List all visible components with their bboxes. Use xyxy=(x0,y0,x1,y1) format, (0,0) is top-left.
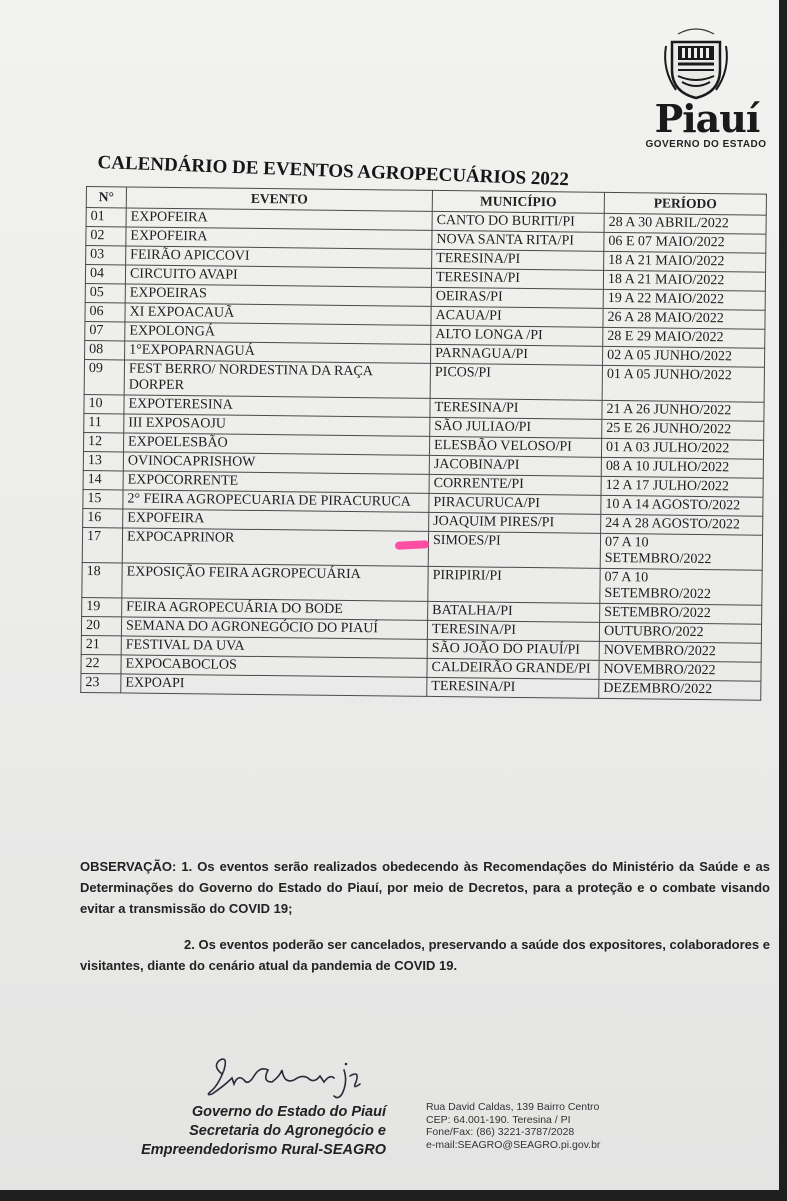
government-logo xyxy=(634,26,779,154)
event-name: EXPOCORRENTE xyxy=(123,471,429,493)
event-name: EXPOSIÇÃO FEIRA AGROPECUÁRIA xyxy=(122,563,428,601)
event-period: 24 A 28 AGOSTO/2022 xyxy=(601,514,763,535)
column-header-number: N° xyxy=(86,187,126,208)
event-municipality: OEIRAS/PI xyxy=(431,287,603,308)
event-name: FEIRÃO APICCOVI xyxy=(126,246,432,268)
event-period: 12 A 17 JULHO/2022 xyxy=(601,476,763,497)
event-name: 1°EXPOPARNAGUÁ xyxy=(125,341,431,363)
event-municipality: PICOS/PI xyxy=(430,363,602,400)
event-municipality: BATALHA/PI xyxy=(428,601,600,622)
event-number: 19 xyxy=(82,597,122,616)
event-period: 10 A 14 AGOSTO/2022 xyxy=(601,495,763,516)
event-name: FEIRA AGROPECUÁRIA DO BODE xyxy=(122,598,428,620)
event-municipality: ACAUA/PI xyxy=(431,306,603,327)
event-period: 08 A 10 JULHO/2022 xyxy=(601,457,763,478)
event-period: 06 E 07 MAIO/2022 xyxy=(604,232,766,253)
observation-note-1: OBSERVAÇÃO: 1. Os eventos serão realizados obedecendo às Recomendações do Ministério da Saúde e as Determinações do Governo do Estado do Piauí, por meio de Decretos, para a proteção e o combate visando evitar a transmissão do COVID 19; xyxy=(80,859,770,916)
event-period: 07 A 10 SETEMBRO/2022 xyxy=(600,568,762,605)
event-period: 18 A 21 MAIO/2022 xyxy=(604,251,766,272)
event-municipality: JOAQUIM PIRES/PI xyxy=(429,512,601,533)
event-number: 08 xyxy=(85,340,125,359)
event-period: OUTUBRO/2022 xyxy=(599,622,761,643)
event-name: EXPOFEIRA xyxy=(126,208,432,230)
event-period: 01 A 03 JULHO/2022 xyxy=(601,438,763,459)
event-period: 25 E 26 JUNHO/2022 xyxy=(602,419,764,440)
event-period: 01 A 05 JUNHO/2022 xyxy=(602,365,764,402)
column-header-municipality: MUNICÍPIO xyxy=(432,190,604,213)
event-number: 01 xyxy=(86,208,126,227)
event-period: DEZEMBRO/2022 xyxy=(599,679,761,700)
event-number: 11 xyxy=(84,413,124,432)
event-municipality: SIMOES/PI xyxy=(428,531,600,568)
event-number: 12 xyxy=(83,432,123,451)
address-line-3: Fone/Fax: (86) 3221-3787/2028 xyxy=(426,1126,575,1138)
event-municipality: TERESINA/PI xyxy=(427,677,599,698)
event-name: OVINOCAPRISHOW xyxy=(123,452,429,474)
event-number: 05 xyxy=(85,283,125,302)
event-period: 18 A 21 MAIO/2022 xyxy=(603,270,765,291)
event-name: EXPOEIRAS xyxy=(125,284,431,306)
observation-note-2-wrapper xyxy=(80,934,770,976)
event-period: NOVEMBRO/2022 xyxy=(599,641,761,662)
event-municipality: SÃO JULIAO/PI xyxy=(430,417,602,438)
handwritten-signature xyxy=(204,1052,364,1102)
event-name: FESTIVAL DA UVA xyxy=(121,636,427,658)
event-municipality: CANTO DO BURITI/PI xyxy=(432,211,604,232)
event-period: 19 A 22 MAIO/2022 xyxy=(603,289,765,310)
page-title: CALENDÁRIO DE EVENTOS AGROPECUÁRIOS 2022 xyxy=(97,152,570,191)
event-number: 20 xyxy=(81,616,121,635)
event-municipality: SÃO JOÃO DO PIAUÍ/PI xyxy=(427,639,599,660)
state-name: Piauí xyxy=(654,96,760,141)
event-period: NOVEMBRO/2022 xyxy=(599,660,761,681)
events-table xyxy=(80,186,767,701)
event-period: 28 A 30 ABRIL/2022 xyxy=(604,213,766,234)
event-municipality: CALDEIRÃO GRANDE/PI xyxy=(427,658,599,679)
column-header-event: EVENTO xyxy=(126,187,432,211)
event-number: 10 xyxy=(84,394,124,413)
event-municipality: CORRENTE/PI xyxy=(429,474,601,495)
event-name: III EXPOSAOJU xyxy=(124,414,430,436)
event-name: 2° FEIRA AGROPECUARIA DE PIRACURUCA xyxy=(123,490,429,512)
event-municipality: TERESINA/PI xyxy=(427,620,599,641)
event-period: 28 E 29 MAIO/2022 xyxy=(603,327,765,348)
event-number: 09 xyxy=(84,359,124,394)
event-number: 22 xyxy=(81,654,121,673)
event-period: SETEMBRO/2022 xyxy=(600,603,762,624)
event-municipality: PIRIPIRI/PI xyxy=(428,566,600,603)
event-name: XI EXPOACAUÃ xyxy=(125,303,431,325)
org-line-2: Secretaria do Agronegócio e xyxy=(189,1123,386,1139)
event-name: EXPOLONGÁ xyxy=(125,322,431,344)
event-period: 21 A 26 JUNHO/2022 xyxy=(602,400,764,421)
event-period: 26 A 28 MAIO/2022 xyxy=(603,308,765,329)
event-number: 17 xyxy=(82,527,122,562)
column-header-period: PERÍODO xyxy=(604,192,766,215)
event-name: EXPOELESBÃO xyxy=(123,433,429,455)
event-municipality: TERESINA/PI xyxy=(430,398,602,419)
event-number: 02 xyxy=(86,227,126,246)
event-number: 06 xyxy=(85,302,125,321)
event-municipality: TERESINA/PI xyxy=(432,249,604,270)
event-name: EXPOFEIRA xyxy=(123,509,429,531)
event-municipality: PARNAGUA/PI xyxy=(431,344,603,365)
government-label: GOVERNO DO ESTADO xyxy=(645,139,767,150)
address-email: e-mail:SEAGRO@SEAGRO.pi.gov.br xyxy=(426,1138,601,1151)
event-municipality: JACOBINA/PI xyxy=(429,455,601,476)
event-name: EXPOCAPRINOR xyxy=(122,528,428,566)
address-line-1: Rua David Caldas, 139 Bairro Centro xyxy=(426,1101,600,1113)
event-name: CIRCUITO AVAPI xyxy=(125,265,431,287)
event-period: 02 A 05 JUNHO/2022 xyxy=(602,346,764,367)
event-name: SEMANA DO AGRONEGÓCIO DO PIAUÍ xyxy=(121,617,427,639)
event-number: 03 xyxy=(86,246,126,265)
event-number: 18 xyxy=(82,562,122,597)
event-number: 16 xyxy=(83,508,123,527)
org-line-3: Empreendedorismo Rural-SEAGRO xyxy=(141,1142,386,1158)
address-block xyxy=(426,1101,666,1151)
event-name: EXPOFEIRA xyxy=(126,227,432,249)
org-line-1: Governo do Estado do Piauí xyxy=(191,1104,386,1120)
event-number: 15 xyxy=(83,489,123,508)
event-municipality: ELESBÃO VELOSO/PI xyxy=(429,436,601,457)
event-name: EXPOCABOCLOS xyxy=(121,655,427,677)
event-number: 23 xyxy=(81,673,121,692)
observation-note-2: 2. Os eventos poderão ser cancelados, preservando a saúde dos expositores, colaboradores e visitantes, diante do cenário atual da pandemia de COVID 19. xyxy=(80,937,770,973)
event-number: 14 xyxy=(83,470,123,489)
event-period: 07 A 10 SETEMBRO/2022 xyxy=(600,533,762,570)
event-number: 21 xyxy=(81,635,121,654)
event-number: 04 xyxy=(85,265,125,284)
event-number: 07 xyxy=(85,321,125,340)
event-name: EXPOAPI xyxy=(121,674,427,696)
event-name: EXPOTERESINA xyxy=(124,395,430,417)
state-coat-of-arms-icon xyxy=(658,26,734,102)
event-municipality: NOVA SANTA RITA/PI xyxy=(432,230,604,251)
organization-block xyxy=(104,1103,386,1160)
event-name: FEST BERRO/ NORDESTINA DA RAÇA DORPER xyxy=(124,360,430,398)
event-municipality: ALTO LONGA /PI xyxy=(431,325,603,346)
address-line-2: CEP: 64.001-190. Teresina / PI xyxy=(426,1113,571,1126)
event-number: 13 xyxy=(83,451,123,470)
event-municipality: PIRACURUCA/PI xyxy=(429,493,601,514)
event-municipality: TERESINA/PI xyxy=(431,268,603,289)
